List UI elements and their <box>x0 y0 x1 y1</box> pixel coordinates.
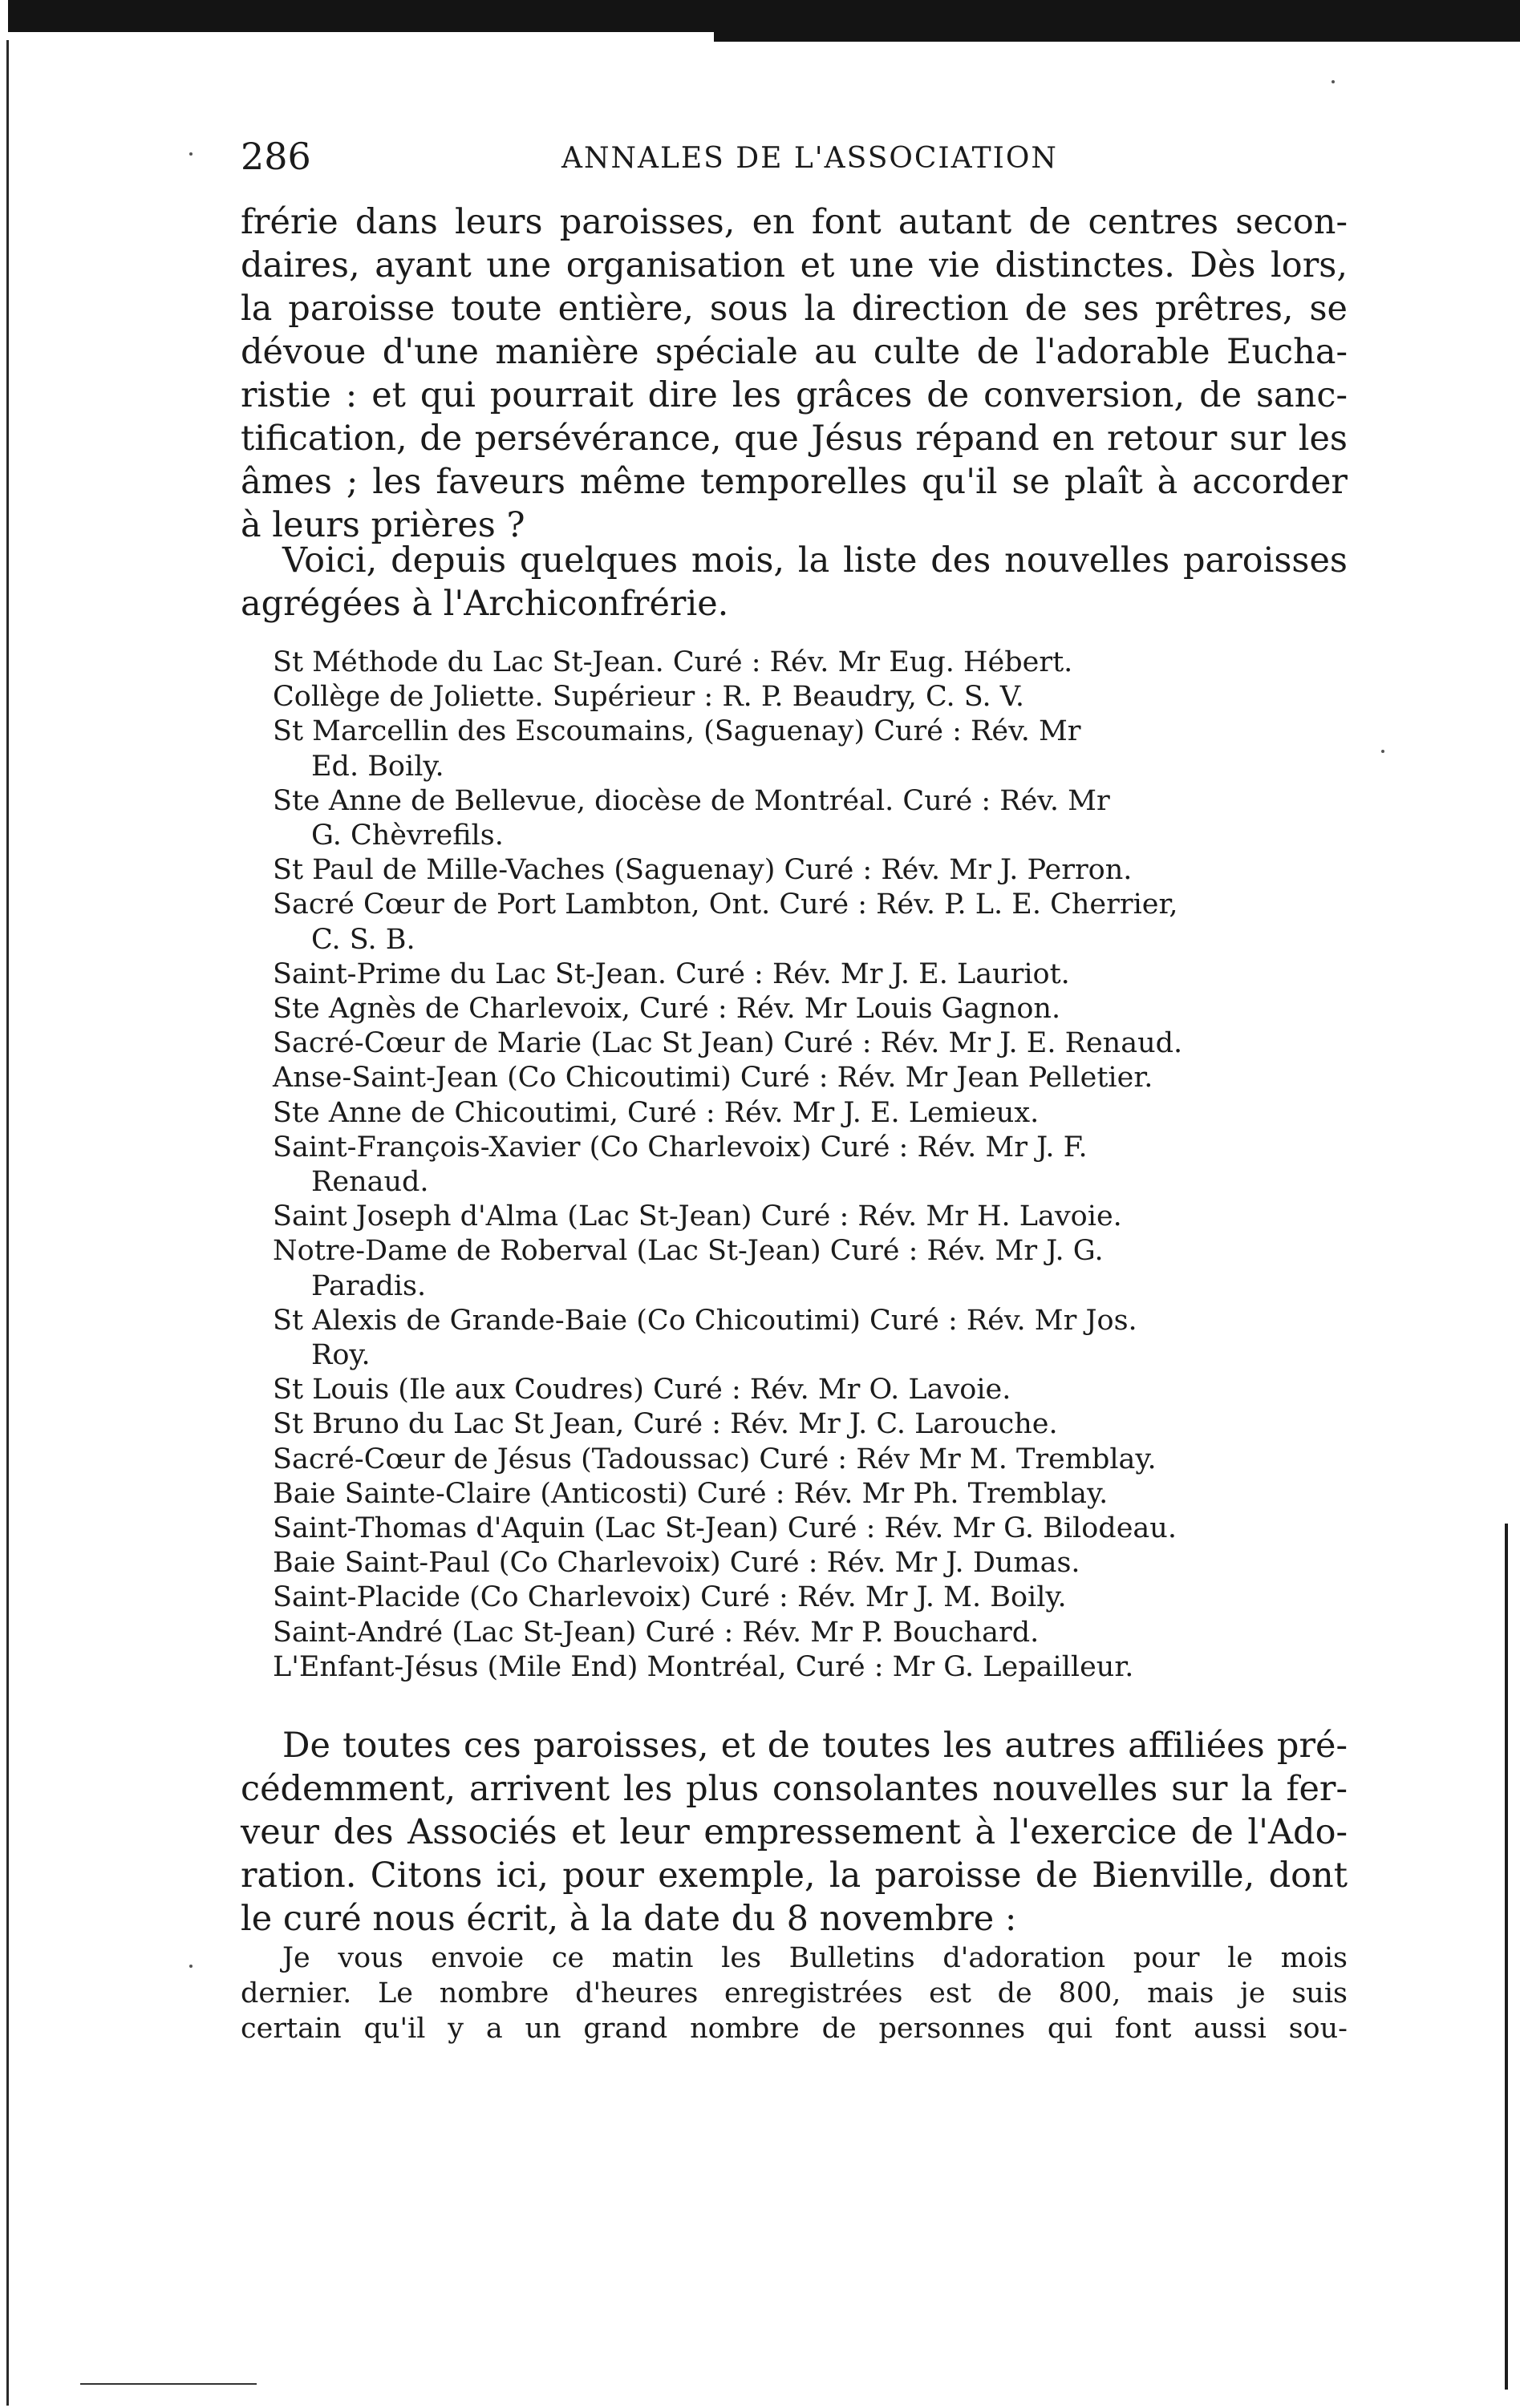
ink-speck <box>1381 750 1384 753</box>
text-line: dévoue d'une manière spéciale au culte de l'adorable Eucha- <box>241 332 1348 372</box>
text-line: ration. Citons ici, pour exemple, la paroisse de Bienville, dont <box>241 1856 1348 1896</box>
text-line: Je vous envoie ce matin les Bulletins d'adoration pour le mois <box>282 1942 1348 1974</box>
parish-entry-continuation: Paradis. <box>311 1269 427 1302</box>
parish-entry: St Méthode du Lac St-Jean. Curé : Rév. Mr Eug. Hébert. <box>273 646 1073 678</box>
parish-entry: St Alexis de Grande-Baie (Co Chicoutimi) Curé : Rév. Mr Jos. <box>273 1304 1137 1337</box>
parish-entry-continuation: C. S. B. <box>311 923 415 956</box>
text-line: le curé nous écrit, à la date du 8 novembre : <box>241 1899 1017 1939</box>
text-line: Voici, depuis quelques mois, la liste des nouvelles paroisses <box>282 540 1348 581</box>
ink-speck <box>189 152 193 156</box>
text-line: certain qu'il y a un grand nombre de personnes qui font aussi sou- <box>241 2013 1348 2045</box>
parish-entry: Saint Joseph d'Alma (Lac St-Jean) Curé : Rév. Mr H. Lavoie. <box>273 1200 1122 1233</box>
parish-entry: St Marcellin des Escoumains, (Saguenay) Curé : Rév. Mr <box>273 715 1081 748</box>
parish-entry: Saint-Placide (Co Charlevoix) Curé : Rév. Mr J. M. Boily. <box>273 1581 1067 1614</box>
text-line: veur des Associés et leur empressement à l'exercice de l'Ado- <box>241 1812 1348 1852</box>
parish-entry: Saint-François-Xavier (Co Charlevoix) Curé : Rév. Mr J. F. <box>273 1131 1088 1164</box>
text-line: daires, ayant une organisation et une vie distinctes. Dès lors, <box>241 245 1348 285</box>
parish-entry: Collège de Joliette. Supérieur : R. P. Beaudry, C. S. V. <box>273 681 1025 714</box>
parish-entry-continuation: Renaud. <box>311 1166 429 1199</box>
text-line: à leurs prières ? <box>241 505 525 545</box>
running-title: ANNALES DE L'ASSOCIATION <box>561 142 1058 175</box>
parish-entry: St Paul de Mille-Vaches (Saguenay) Curé : Rév. Mr J. Perron. <box>273 854 1133 887</box>
parish-entry: Saint-André (Lac St-Jean) Curé : Rév. Mr P. Bouchard. <box>273 1616 1040 1649</box>
parish-entry: Sacré-Cœur de Jésus (Tadoussac) Curé : Rév Mr M. Tremblay. <box>273 1443 1157 1475</box>
parish-entry: Saint-Prime du Lac St-Jean. Curé : Rév. Mr J. E. Lauriot. <box>273 957 1070 990</box>
parish-entry: St Louis (Ile aux Coudres) Curé : Rév. Mr O. Lavoie. <box>273 1374 1011 1406</box>
parish-entry: Ste Anne de Bellevue, diocèse de Montréal. Curé : Rév. Mr <box>273 784 1110 817</box>
text-line: la paroisse toute entière, sous la direction de ses prêtres, se <box>241 289 1348 329</box>
parish-entry: Ste Anne de Chicoutimi, Curé : Rév. Mr J. E. Lemieux. <box>273 1096 1040 1129</box>
letter-excerpt <box>241 1941 1348 2046</box>
parish-entry: L'Enfant-Jésus (Mile End) Montréal, Curé : Mr G. Lepailleur. <box>273 1650 1134 1683</box>
parish-entry: Baie Saint-Paul (Co Charlevoix) Curé : Rév. Mr J. Dumas. <box>273 1547 1080 1580</box>
text-line: frérie dans leurs paroisses, en font autant de centres secon- <box>241 202 1348 242</box>
parish-entry: Saint-Thomas d'Aquin (Lac St-Jean) Curé : Rév. Mr G. Bilodeau. <box>273 1512 1177 1545</box>
running-head <box>241 136 1364 176</box>
parish-entry: Baie Sainte-Claire (Anticosti) Curé : Rév. Mr Ph. Tremblay. <box>273 1477 1109 1510</box>
paragraph-3 <box>241 1724 1348 1941</box>
parish-entry: Notre-Dame de Roberval (Lac St-Jean) Curé : Rév. Mr J. G. <box>273 1235 1104 1268</box>
text-line: cédemment, arrivent les plus consolantes nouvelles sur la fer- <box>241 1769 1348 1809</box>
scan-top-border-notch <box>8 32 714 43</box>
parish-list <box>273 646 1352 1685</box>
text-line: De toutes ces paroisses, et de toutes les autres affiliées pré- <box>282 1726 1348 1766</box>
parish-entry: Anse-Saint-Jean (Co Chicoutimi) Curé : Rév. Mr Jean Pelletier. <box>273 1062 1153 1095</box>
page-number: 286 <box>241 135 311 178</box>
text-line: dernier. Le nombre d'heures enregistrées est de 800, mais je suis <box>241 1977 1348 2009</box>
text-line: âmes ; les faveurs même temporelles qu'il se plaît à accorder <box>241 462 1348 502</box>
scan-left-border <box>6 40 9 2406</box>
parish-entry: St Bruno du Lac St Jean, Curé : Rév. Mr J. C. Larouche. <box>273 1408 1058 1441</box>
parish-entry: Sacré Cœur de Port Lambton, Ont. Curé : Rév. P. L. E. Cherrier, <box>273 888 1178 921</box>
paragraph-1 <box>241 200 1348 547</box>
ink-speck <box>189 1965 193 1968</box>
parish-entry-continuation: Ed. Boily. <box>311 750 444 783</box>
scan-right-border <box>1505 1524 1508 2390</box>
scan-bottom-rule <box>80 2383 257 2385</box>
paragraph-2 <box>241 539 1348 625</box>
parish-entry-continuation: G. Chèvrefils. <box>311 820 504 852</box>
ink-speck <box>1332 80 1335 83</box>
parish-entry: Ste Agnès de Charlevoix, Curé : Rév. Mr Louis Gagnon. <box>273 993 1061 1026</box>
text-line: tification, de persévérance, que Jésus répand en retour sur les <box>241 419 1348 459</box>
parish-entry: Sacré-Cœur de Marie (Lac St Jean) Curé : Rév. Mr J. E. Renaud. <box>273 1027 1183 1060</box>
parish-entry-continuation: Roy. <box>311 1339 371 1372</box>
scan-left-margin <box>0 48 6 2398</box>
text-line: ristie : et qui pourrait dire les grâces de conversion, de sanc- <box>241 375 1348 415</box>
text-line: agrégées à l'Archiconfrérie. <box>241 584 729 624</box>
